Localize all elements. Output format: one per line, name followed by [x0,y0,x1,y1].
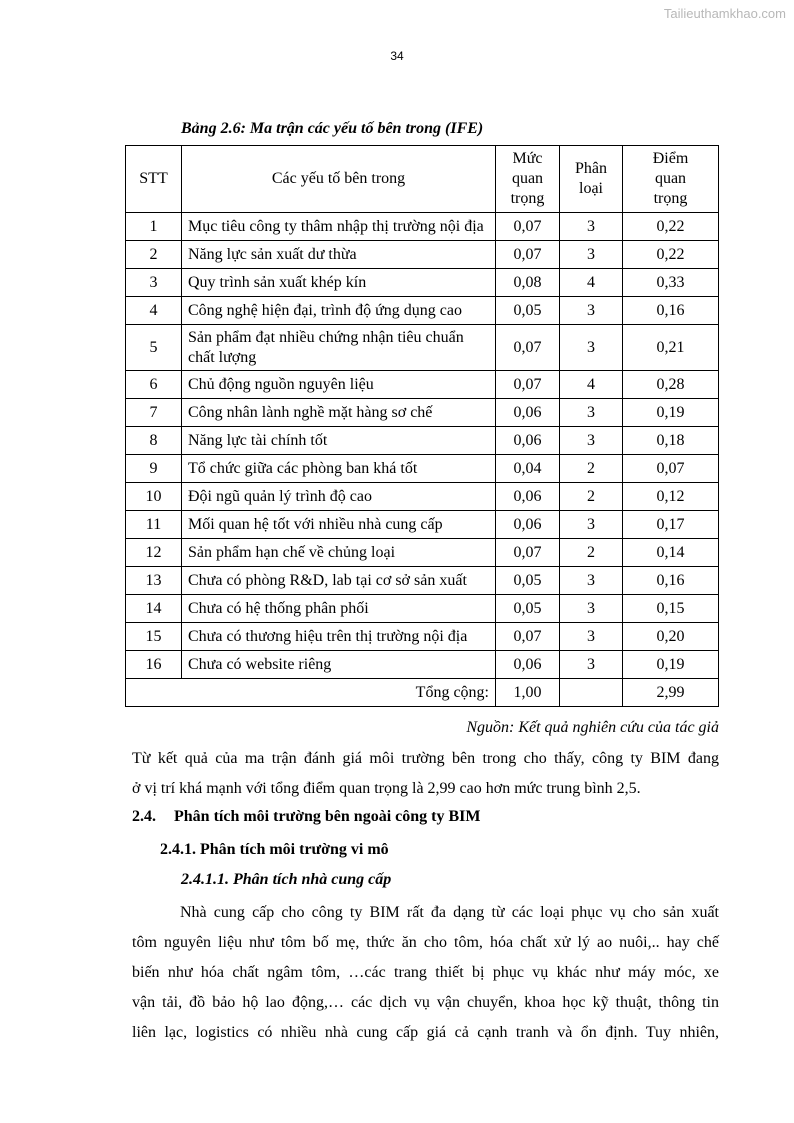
cell-factor: Công nghệ hiện đại, trình độ ứng dụng cao [182,297,496,325]
cell-score: 0,15 [623,595,719,623]
table-row [126,371,719,399]
cell-importance: 0,07 [496,213,560,241]
cell-stt: 13 [126,567,182,595]
section-number: 2.4. [132,808,156,825]
table-row [126,213,719,241]
cell-classification: 3 [560,241,623,269]
cell-stt: 12 [126,539,182,567]
cell-stt: 1 [126,213,182,241]
cell-classification: 3 [560,325,623,371]
cell-score: 0,16 [623,567,719,595]
section-title: Phân tích môi trường bên ngoài công ty BIM [174,808,481,825]
watermark: Tailieuthamkhao.com [663,6,786,21]
cell-classification: 3 [560,595,623,623]
header-classification-line: Phân [575,160,607,177]
cell-score: 0,14 [623,539,719,567]
cell-score: 0,33 [623,269,719,297]
table-row [126,455,719,483]
cell-classification: 4 [560,371,623,399]
cell-stt: 15 [126,623,182,651]
cell-importance: 0,05 [496,595,560,623]
cell-importance: 0,07 [496,325,560,371]
cell-factor-line: chất lượng [188,348,257,366]
cell-stt: 3 [126,269,182,297]
cell-factor: Chưa có thương hiệu trên thị trường nội địa [182,623,496,651]
header-importance-line: trọng [510,190,545,207]
ife-matrix-table [125,145,719,707]
cell-classification: 3 [560,623,623,651]
cell-stt: 6 [126,371,182,399]
cell-score: 0,07 [623,455,719,483]
cell-stt: 10 [126,483,182,511]
table-row [126,325,719,371]
cell-importance: 0,06 [496,651,560,679]
table-row [126,241,719,269]
cell-score: 0,17 [623,511,719,539]
table-row [126,539,719,567]
cell-factor-line: Sản phẩm đạt nhiều chứng nhận tiêu chuẩn [188,328,464,346]
cell-factor: Chưa có phòng R&D, lab tại cơ sở sản xuất [182,567,496,595]
cell-factor: Năng lực tài chính tốt [182,427,496,455]
cell-importance: 0,07 [496,539,560,567]
cell-score: 0,28 [623,371,719,399]
cell-stt: 14 [126,595,182,623]
cell-stt: 16 [126,651,182,679]
cell-importance: 0,07 [496,623,560,651]
cell-importance: 0,06 [496,427,560,455]
section-heading-2-4 [132,808,480,826]
table-header-row [126,146,719,213]
cell-score: 0,21 [623,325,719,371]
subsubsection-heading-2-4-1-1: 2.4.1.1. Phân tích nhà cung cấp [181,871,392,888]
cell-factor: Công nhân lành nghề mặt hàng sơ chế [182,399,496,427]
cell-stt: 5 [126,325,182,371]
cell-score: 0,19 [623,399,719,427]
cell-classification: 2 [560,483,623,511]
cell-classification: 4 [560,269,623,297]
table-row [126,483,719,511]
cell-factor: Chưa có website riêng [182,651,496,679]
cell-factor: Mục tiêu công ty thâm nhập thị trường nội địa [182,213,496,241]
cell-factor: Mối quan hệ tốt với nhiều nhà cung cấp [182,511,496,539]
cell-stt: 9 [126,455,182,483]
cell-classification: 3 [560,651,623,679]
cell-factor: Tổ chức giữa các phòng ban khá tốt [182,455,496,483]
header-stt: STT [126,146,182,213]
header-importance [496,146,560,213]
cell-importance: 0,04 [496,455,560,483]
cell-importance: 0,07 [496,371,560,399]
cell-importance: 0,06 [496,511,560,539]
cell-score: 0,16 [623,297,719,325]
table-row [126,427,719,455]
header-classification [560,146,623,213]
total-importance: 1,00 [496,679,560,707]
header-score-line: trọng [653,190,688,207]
table-total-row [126,679,719,707]
table-row [126,511,719,539]
paragraph-line: vận tải, đồ bảo hộ lao động,… các dịch vụ vận chuyển, khoa học kỹ thuật, thông tin [132,994,719,1011]
paragraph-line: ở vị trí khá mạnh với tổng điểm quan trọng là 2,99 cao hơn mức trung bình 2,5. [132,780,641,797]
cell-classification: 3 [560,567,623,595]
table-row [126,651,719,679]
total-classification [560,679,623,707]
cell-factor [182,325,496,371]
table-row [126,269,719,297]
paragraph-line: tôm nguyên liệu như tôm bố mẹ, thức ăn cho tôm, hóa chất xử lý ao nuôi,.. hay chế [132,934,719,951]
header-importance-line: quan [511,170,544,187]
cell-classification: 3 [560,213,623,241]
paragraph-line: Từ kết quả của ma trận đánh giá môi trường bên trong cho thấy, công ty BIM đang [132,750,719,767]
cell-classification: 3 [560,297,623,325]
header-factor: Các yếu tố bên trong [182,146,496,213]
header-score-line: Điểm [652,150,689,167]
paragraph-line: Nhà cung cấp cho công ty BIM rất đa dạng từ các loại phục vụ cho sản xuất [180,904,719,921]
cell-classification: 3 [560,399,623,427]
cell-classification: 2 [560,539,623,567]
cell-factor: Chủ động nguồn nguyên liệu [182,371,496,399]
table-row [126,567,719,595]
cell-importance: 0,06 [496,399,560,427]
cell-stt: 7 [126,399,182,427]
cell-score: 0,18 [623,427,719,455]
paragraph-line: liên lạc, logistics có nhiều nhà cung cấp giá cả cạnh tranh và ổn định. Tuy nhiên, [132,1024,719,1041]
header-classification-line: loại [579,180,603,197]
cell-importance: 0,08 [496,269,560,297]
total-score: 2,99 [623,679,719,707]
table-row [126,623,719,651]
paragraph-line: biến như hóa chất ngâm tôm, …các trang thiết bị phục vụ khác như máy móc, xe [132,964,719,981]
table-row [126,297,719,325]
header-importance-line: Mức [512,150,543,167]
cell-factor: Năng lực sản xuất dư thừa [182,241,496,269]
cell-classification: 3 [560,511,623,539]
cell-factor: Quy trình sản xuất khép kín [182,269,496,297]
total-label: Tổng cộng: [126,679,496,707]
cell-factor: Chưa có hệ thống phân phối [182,595,496,623]
table-row [126,399,719,427]
cell-classification: 3 [560,427,623,455]
cell-score: 0,12 [623,483,719,511]
table-source-note: Nguồn: Kết quả nghiên cứu của tác giả [466,719,719,736]
cell-stt: 8 [126,427,182,455]
cell-classification: 2 [560,455,623,483]
cell-score: 0,20 [623,623,719,651]
supplier-paragraph [132,898,719,1048]
cell-stt: 4 [126,297,182,325]
page-number: 34 [390,49,404,63]
header-score [623,146,719,213]
conclusion-paragraph [132,744,719,804]
cell-factor: Đội ngũ quản lý trình độ cao [182,483,496,511]
cell-factor: Sản phẩm hạn chế về chủng loại [182,539,496,567]
cell-score: 0,19 [623,651,719,679]
cell-score: 0,22 [623,213,719,241]
cell-importance: 0,07 [496,241,560,269]
cell-stt: 11 [126,511,182,539]
cell-score: 0,22 [623,241,719,269]
cell-importance: 0,05 [496,297,560,325]
table-caption: Bảng 2.6: Ma trận các yếu tố bên trong (IFE) [181,120,484,137]
cell-importance: 0,06 [496,483,560,511]
header-score-line: quan [654,170,687,187]
subsection-heading-2-4-1: 2.4.1. Phân tích môi trường vi mô [160,841,389,858]
cell-stt: 2 [126,241,182,269]
cell-importance: 0,05 [496,567,560,595]
table-row [126,595,719,623]
